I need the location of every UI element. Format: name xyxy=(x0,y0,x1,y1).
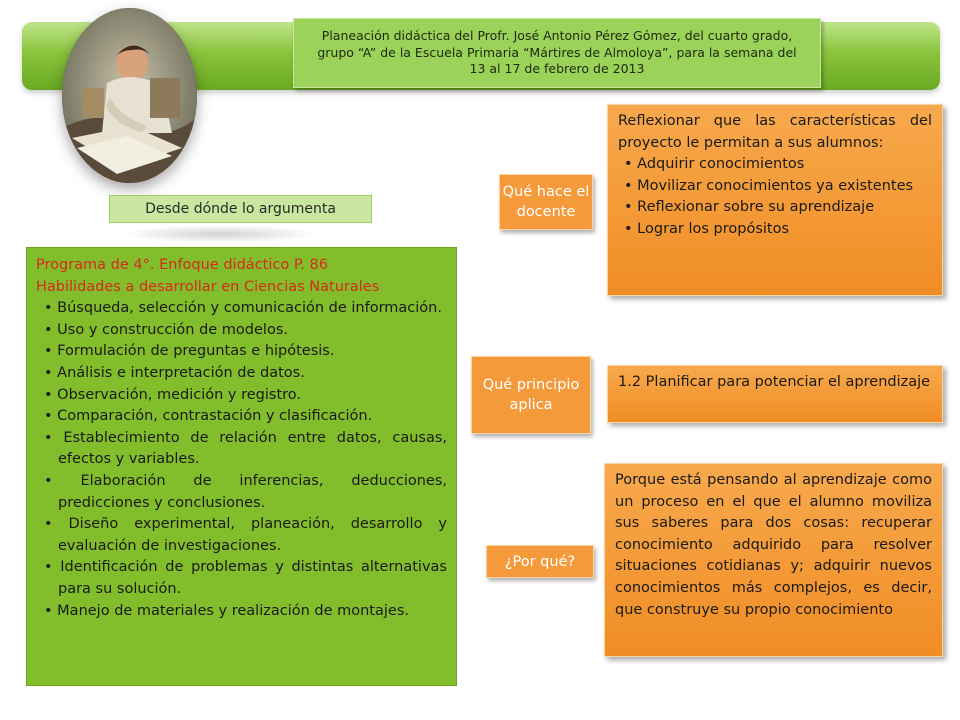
teacher-answer-panel xyxy=(607,104,943,296)
label-shadow xyxy=(120,225,320,243)
page-title: Planeación didáctica del Profr. José Antonio Pérez Gómez, del cuarto grado, grupo “A” de la Escuela Primaria “Mártires de Almoloya”, para la semana del 13 al 17 de febrero de 2013 xyxy=(293,18,821,88)
list-item: • Diseño experimental, planeación, desarrollo y evaluación de investigaciones. xyxy=(36,514,447,557)
why-answer-panel xyxy=(604,463,943,657)
list-item: • Manejo de materiales y realización de montajes. xyxy=(36,601,447,623)
list-item: • Búsqueda, selección y comunicación de información. xyxy=(36,298,447,320)
list-item: • Comparación, contrastación y clasificación. xyxy=(36,406,447,428)
list-item: • Reflexionar sobre su aprendizaje xyxy=(618,197,932,219)
list-item: • Elaboración de inferencias, deducciones, predicciones y conclusiones. xyxy=(36,471,447,514)
teacher-list xyxy=(618,154,932,240)
argument-label: Desde dónde lo argumenta xyxy=(109,195,372,223)
list-item: • Uso y construcción de modelos. xyxy=(36,320,447,342)
list-item: • Adquirir conocimientos xyxy=(618,154,932,176)
portrait-image xyxy=(62,8,197,183)
list-item: • Movilizar conocimientos ya existentes xyxy=(618,176,932,198)
list-item: • Lograr los propósitos xyxy=(618,219,932,241)
why-text: Porque está pensando al aprendizaje como un proceso en el que el alumno moviliza sus saberes para dos cosas: recuperar conocimiento adquirido para resolver situaciones cotidianas y; adquirir nuevos conocimientos más complejos, es decir, que construye su propio conocimiento xyxy=(615,472,932,618)
skills-list xyxy=(36,298,447,622)
principle-text: 1.2 Planificar para potenciar el aprendizaje xyxy=(618,374,931,390)
list-item: • Análisis e interpretación de datos. xyxy=(36,363,447,385)
skills-heading: Habilidades a desarrollar en Ciencias Naturales xyxy=(36,278,380,295)
principle-question-button[interactable]: Qué principio aplica xyxy=(471,356,591,434)
teacher-intro: Reflexionar que las características del proyecto le permitan a sus alumnos: xyxy=(618,113,932,151)
list-item: • Establecimiento de relación entre datos, causas, efectos y variables. xyxy=(36,428,447,471)
principle-answer-panel xyxy=(607,365,943,423)
list-item: • Observación, medición y registro. xyxy=(36,385,447,407)
program-heading: Programa de 4°. Enfoque didáctico P. 86 xyxy=(36,257,328,273)
teacher-question-button[interactable]: Qué hace el docente xyxy=(499,174,593,230)
list-item: • Formulación de preguntas e hipótesis. xyxy=(36,341,447,363)
skills-panel xyxy=(26,247,457,686)
list-item: • Identificación de problemas y distintas alternativas para su solución. xyxy=(36,557,447,600)
why-question-button[interactable]: ¿Por qué? xyxy=(486,545,594,578)
